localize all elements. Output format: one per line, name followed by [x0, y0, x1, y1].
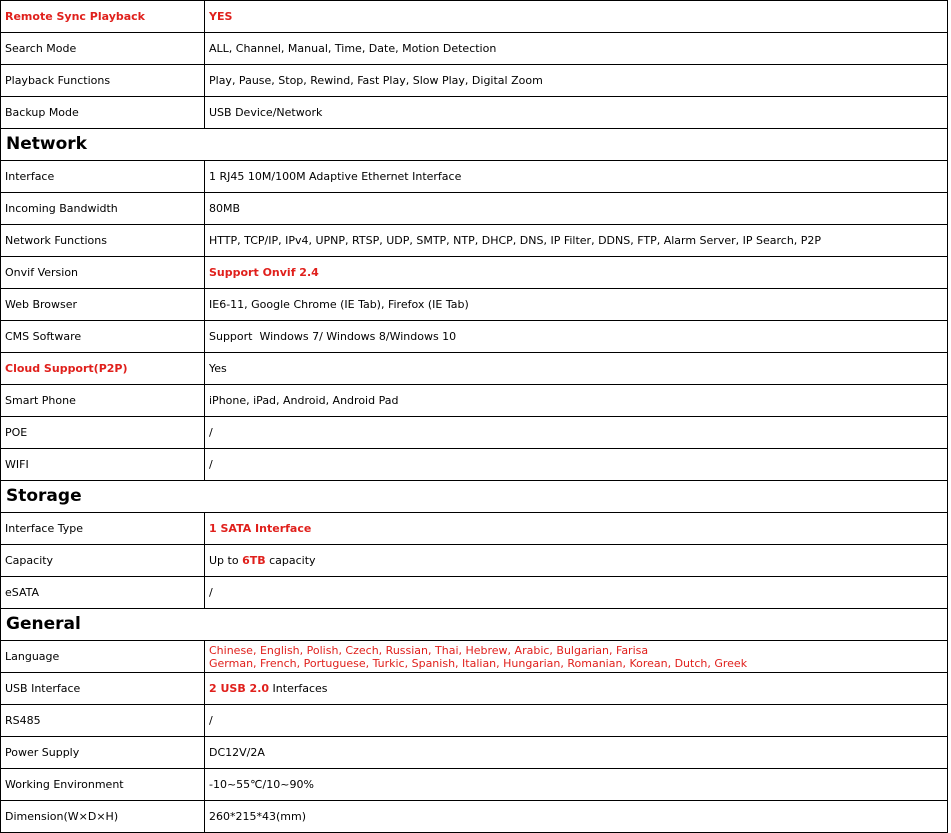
table-row [1, 417, 948, 449]
table-row [1, 225, 948, 257]
row-value-interface-type: 1 SATA Interface [205, 513, 948, 545]
row-label-backup-mode: Backup Mode [1, 97, 205, 129]
table-row [1, 97, 948, 129]
table-row [1, 193, 948, 225]
table-row [1, 289, 948, 321]
table-row [1, 737, 948, 769]
row-label-working-environment: Working Environment [1, 769, 205, 801]
row-label-playback-functions: Playback Functions [1, 65, 205, 97]
table-row [1, 1, 948, 33]
row-value-interface: 1 RJ45 10M/100M Adaptive Ethernet Interface [205, 161, 948, 193]
row-value-usb-interface [205, 673, 948, 705]
table-row [1, 321, 948, 353]
table-row [1, 449, 948, 481]
table-row [1, 513, 948, 545]
capacity-suffix: capacity [265, 554, 316, 567]
table-row [1, 65, 948, 97]
language-line-2: German, French, Portuguese, Turkic, Spanish, Italian, Hungarian, Romanian, Korean, Dutch, Greek [209, 656, 748, 670]
table-row [1, 801, 948, 833]
capacity-prefix: Up to [209, 554, 243, 567]
row-value-network-functions: HTTP, TCP/IP, IPv4, UPNP, RTSP, UDP, SMTP, NTP, DHCP, DNS, IP Filter, DDNS, FTP, Alarm Server, IP Search, P2P [205, 225, 948, 257]
row-label-web-browser: Web Browser [1, 289, 205, 321]
table-row [1, 545, 948, 577]
row-value-smart-phone: iPhone, iPad, Android, Android Pad [205, 385, 948, 417]
row-value-esata: / [205, 577, 948, 609]
row-value-playback-functions: Play, Pause, Stop, Rewind, Fast Play, Slow Play, Digital Zoom [205, 65, 948, 97]
row-label-capacity: Capacity [1, 545, 205, 577]
table-row [1, 577, 948, 609]
row-value-cloud-support: Yes [205, 353, 948, 385]
row-label-cloud-support: Cloud Support(P2P) [1, 353, 205, 385]
row-label-incoming-bandwidth: Incoming Bandwidth [1, 193, 205, 225]
table-row [1, 673, 948, 705]
row-value-capacity [205, 545, 948, 577]
row-value-wifi: / [205, 449, 948, 481]
section-header-storage [1, 481, 948, 513]
row-value-power-supply: DC12V/2A [205, 737, 948, 769]
row-label-rs485: RS485 [1, 705, 205, 737]
row-label-wifi: WIFI [1, 449, 205, 481]
capacity-highlight: 6TB [242, 554, 266, 567]
row-label-cms-software: CMS Software [1, 321, 205, 353]
table-row [1, 705, 948, 737]
usb-highlight: 2 USB 2.0 [209, 682, 270, 695]
section-header-general [1, 609, 948, 641]
section-title-general: General [1, 609, 948, 641]
table-row [1, 641, 948, 673]
section-header-network [1, 129, 948, 161]
row-value-backup-mode: USB Device/Network [205, 97, 948, 129]
row-value-language [205, 641, 948, 673]
table-row [1, 769, 948, 801]
table-row [1, 353, 948, 385]
row-value-search-mode: ALL, Channel, Manual, Time, Date, Motion Detection [205, 33, 948, 65]
table-row [1, 33, 948, 65]
usb-suffix: Interfaces [269, 682, 328, 695]
row-label-dimension: Dimension(W×D×H) [1, 801, 205, 833]
row-label-esata: eSATA [1, 577, 205, 609]
row-label-power-supply: Power Supply [1, 737, 205, 769]
row-label-interface: Interface [1, 161, 205, 193]
row-label-network-functions: Network Functions [1, 225, 205, 257]
table-row [1, 161, 948, 193]
table-row [1, 257, 948, 289]
row-value-dimension: 260*215*43(mm) [205, 801, 948, 833]
row-label-usb-interface: USB Interface [1, 673, 205, 705]
row-label-smart-phone: Smart Phone [1, 385, 205, 417]
row-label-interface-type: Interface Type [1, 513, 205, 545]
section-title-network: Network [1, 129, 948, 161]
row-label-search-mode: Search Mode [1, 33, 205, 65]
row-label-onvif-version: Onvif Version [1, 257, 205, 289]
row-value-onvif-version: Support Onvif 2.4 [205, 257, 948, 289]
row-label-poe: POE [1, 417, 205, 449]
row-value-working-environment: -10~55℃/10~90% [205, 769, 948, 801]
row-value-poe: / [205, 417, 948, 449]
row-value-incoming-bandwidth: 80MB [205, 193, 948, 225]
row-label-remote-sync: Remote Sync Playback [1, 1, 205, 33]
row-value-web-browser: IE6-11, Google Chrome (IE Tab), Firefox (IE Tab) [205, 289, 948, 321]
table-row [1, 385, 948, 417]
row-value-remote-sync: YES [205, 1, 948, 33]
language-line-1: Chinese, English, Polish, Czech, Russian, Thai, Hebrew, Arabic, Bulgarian, Farisa [209, 643, 649, 657]
row-label-language: Language [1, 641, 205, 673]
section-title-storage: Storage [1, 481, 948, 513]
row-value-rs485: / [205, 705, 948, 737]
row-value-cms-software: Support Windows 7/ Windows 8/Windows 10 [205, 321, 948, 353]
